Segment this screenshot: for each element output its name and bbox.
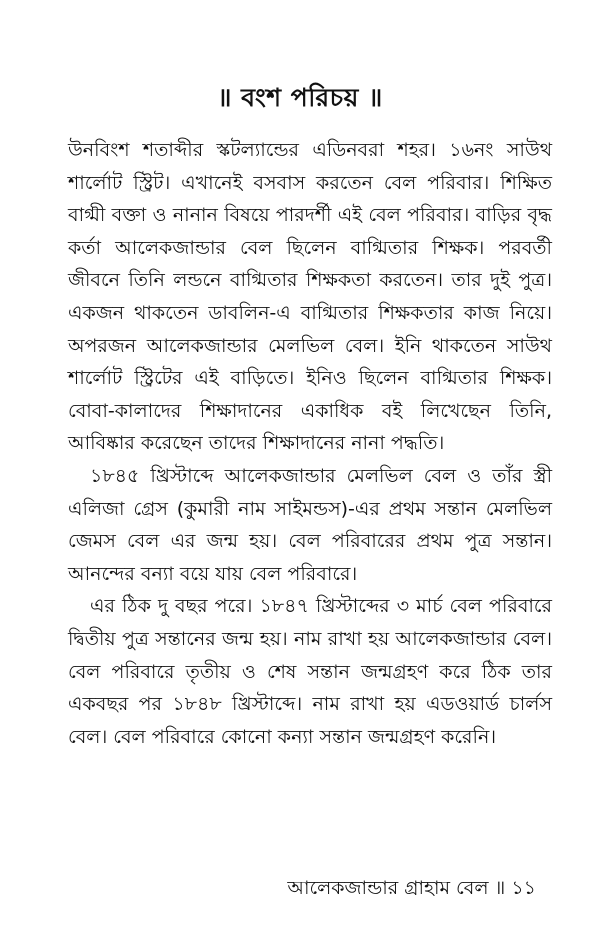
paragraph-1: উনবিংশ শতাব্দীর স্কটল্যান্ডের এডিনবরা শহর। ১৬নং সাউথ শার্লোট স্ট্রিট। এখানেই বসবাস করতেন বেল পরিবার। শিক্ষিত বাগ্মী বক্তা ও নানান বিষয়ে পারদর্শী এই বেল পরিবার। বাড়ির বৃদ্ধ কর্তা আলেকজান্ডার বেল ছিলেন বাগ্মিতার শিক্ষক। পরবর্তী জীবনে তিনি লন্ডনে বাগ্মিতার শিক্ষকতা করতেন। তার দুই পুত্র। একজন থাকতেন ডাবলিন-এ বাগ্মিতার শিক্ষকতার কাজ নিয়ে। অপরজন আলেকজান্ডার মেলভিল বেল। ইনি থাকতেন সাউথ শার্লোট স্ট্রিটের এই বাড়িতে। ইনিও ছিলেন বাগ্মিতার শিক্ষক। বোবা-কালাদের শিক্ষাদানের একাধিক বই লিখেছেন তিনি, আবিষ্কার করেছেন তাদের শিক্ষাদানের নানা পদ্ধতি। (68, 139, 552, 455)
running-footer: আলেকজান্ডার গ্রাহাম বেল ॥ ১১ (287, 877, 536, 899)
paragraph-3: এর ঠিক দু বছর পরে। ১৮৪৭ খ্রিস্টাব্দের ৩ মার্চ বেল পরিবারে দ্বিতীয় পুত্র সন্তানের জন্ম হয়। নাম রাখা হয় আলেকজান্ডার বেল। বেল পরিবারে তৃতীয় ও শেষ সন্তান জন্মগ্রহণ করে ঠিক তার একবছর পর ১৮৪৮ খ্রিস্টাব্দে। নাম রাখা হয় এডওয়ার্ড চার্লস বেল। বেল পরিবারে কোনো কন্যা সন্তান জন্মগ্রহণ করেনি। (68, 595, 552, 748)
paragraph-2: ১৮৪৫ খ্রিস্টাব্দে আলেকজান্ডার মেলভিল বেল ও তাঁর স্ত্রী এলিজা গ্রেস (কুমারী নাম সাইমন্ডস)-এর প্রথম সন্তান মেলভিল জেমস বেল এর জন্ম হয়। বেল পরিবারের প্রথম পুত্র সন্তান। আনন্দের বন্যা বয়ে যায় বেল পরিবারে। (68, 464, 552, 585)
body-text (68, 134, 552, 753)
chapter-title: ॥ বংশ পরিচয় ॥ (217, 83, 383, 112)
